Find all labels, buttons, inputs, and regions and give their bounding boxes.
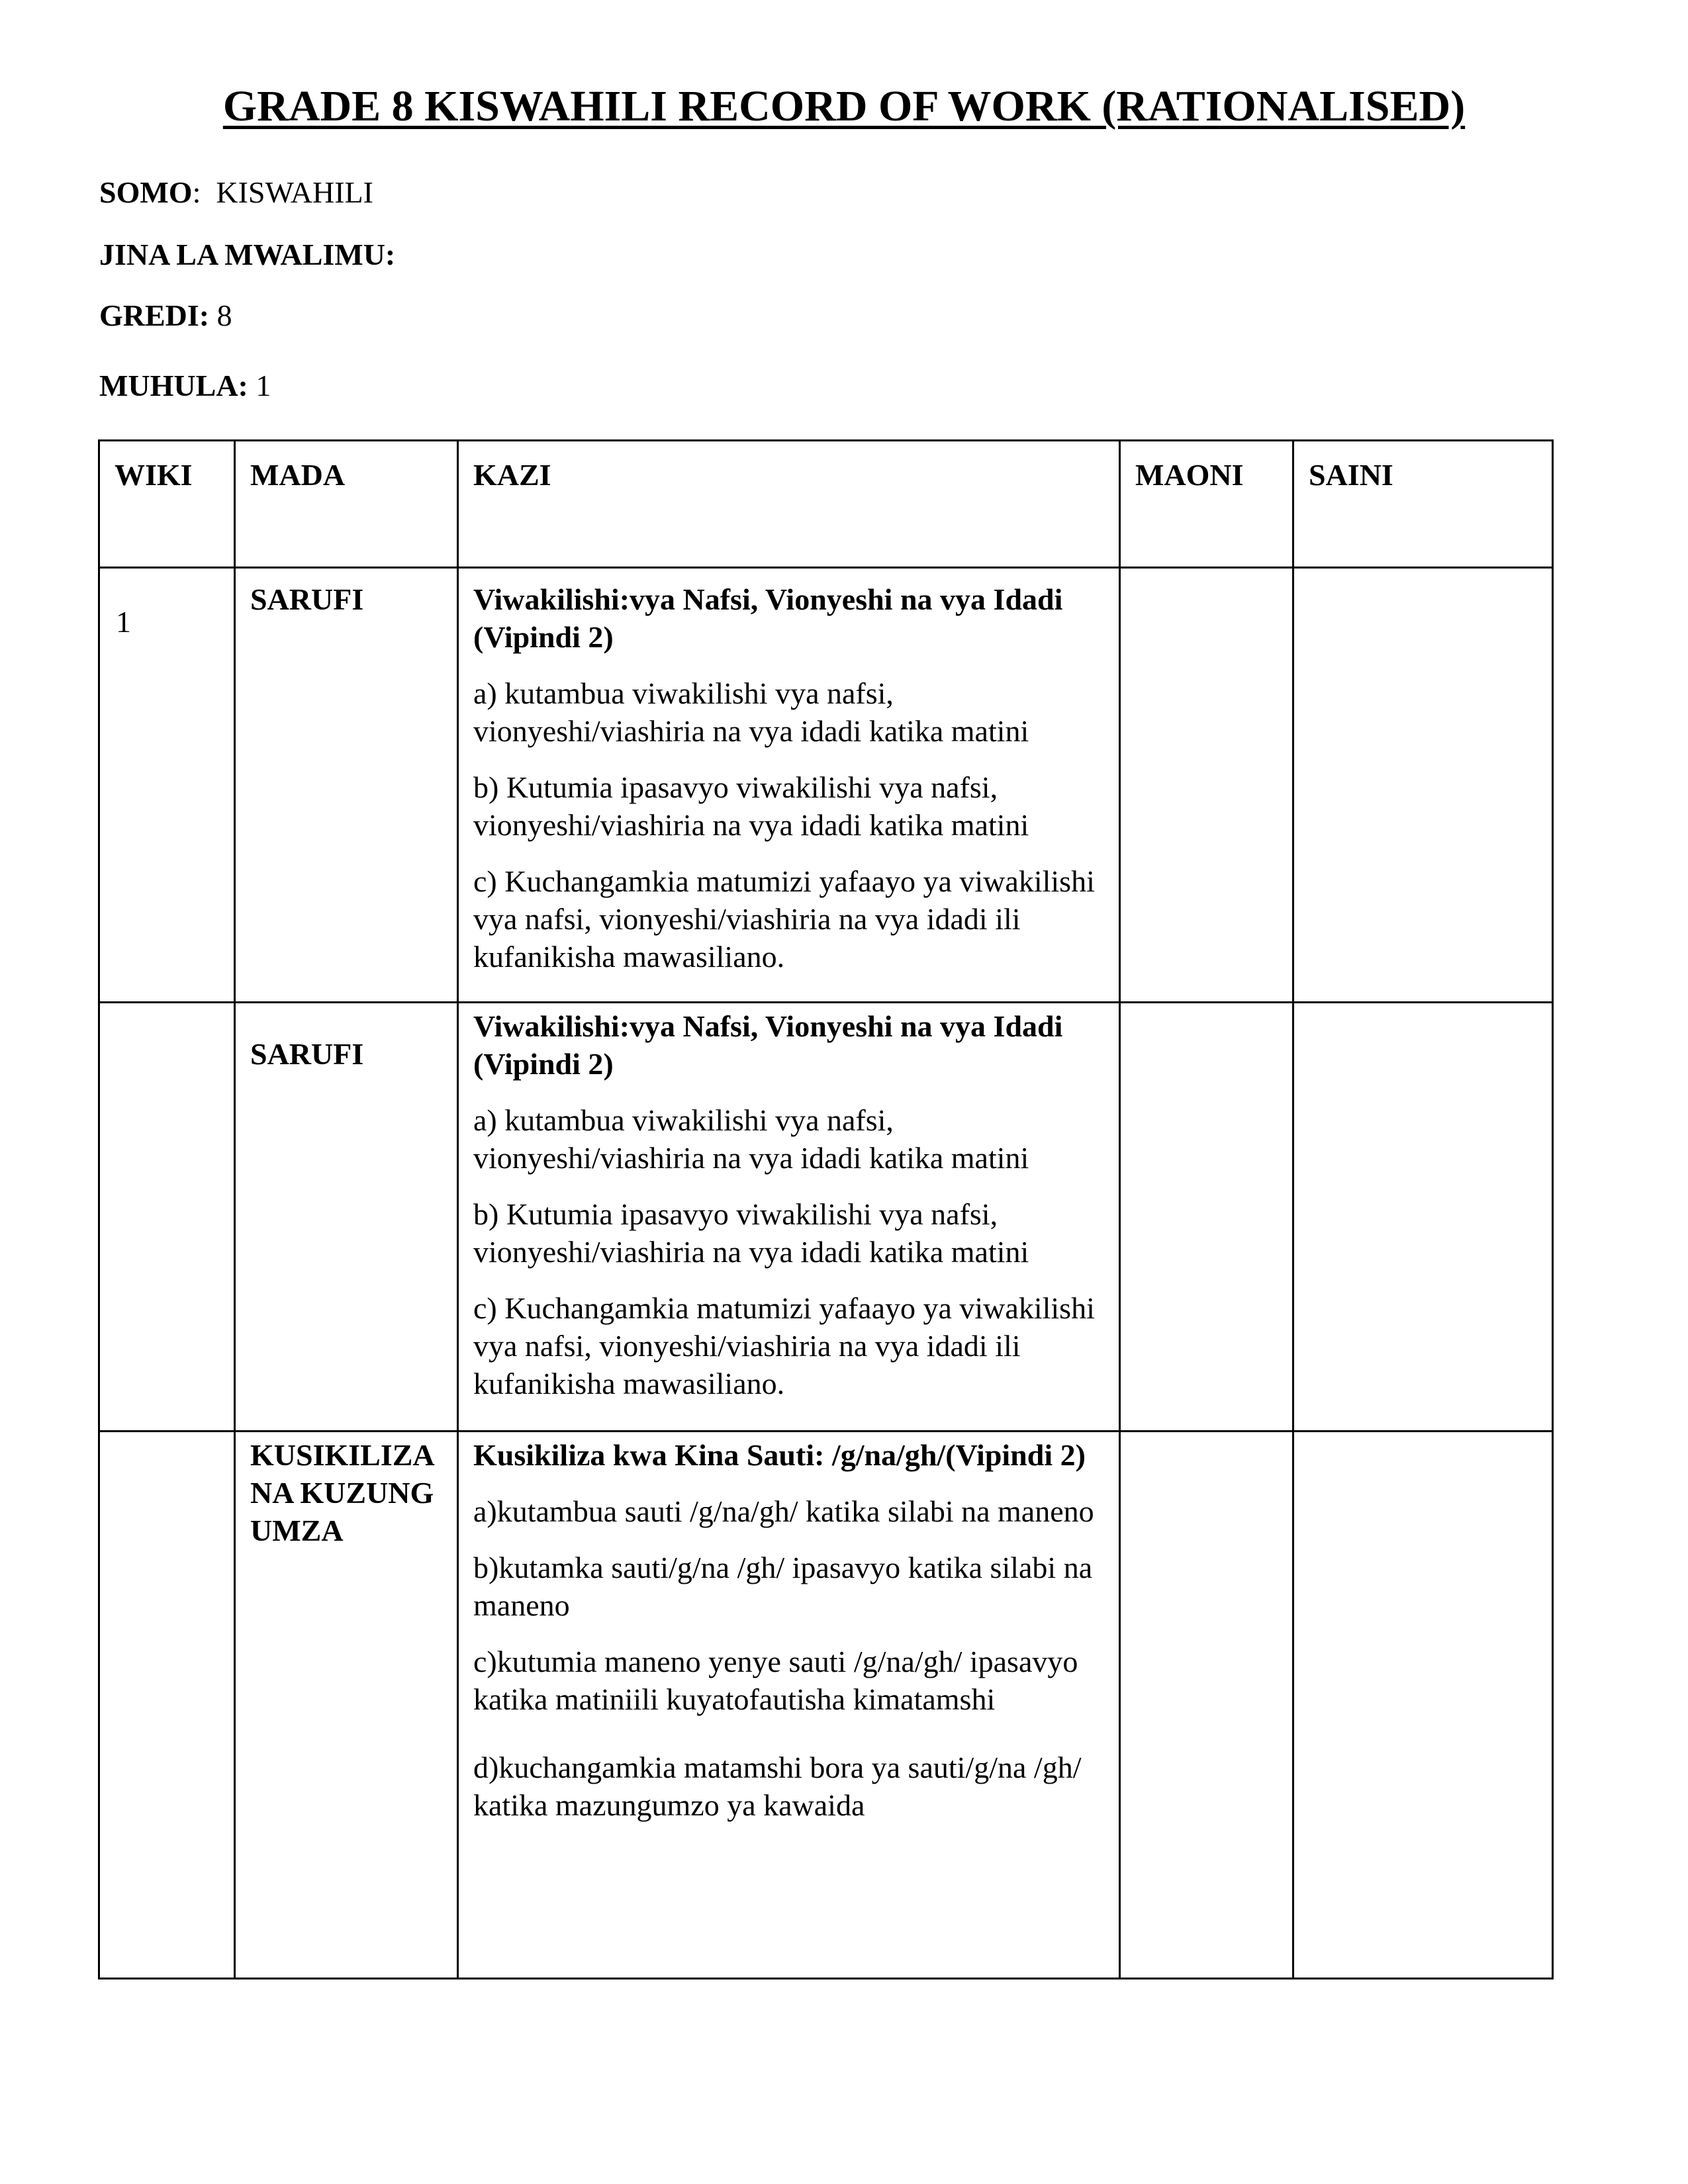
kazi-item: c) Kuchangamkia matumizi yafaayo ya viwakilishi vya nafsi, vionyeshi/viashiria na vya idadi ili kufanikisha mawasiliano. xyxy=(473,864,1095,974)
maoni-cell[interactable] xyxy=(1120,1003,1293,1432)
table-header-row xyxy=(99,441,1553,568)
teacher-label: JINA LA MWALIMU: xyxy=(99,238,396,271)
wiki-cell xyxy=(99,1432,235,1979)
table-row xyxy=(99,1432,1553,1979)
kazi-item: b) Kutumia ipasavyo viwakilishi vya nafsi, vionyeshi/viashiria na vya idadi katika matini xyxy=(473,770,1029,842)
kazi-heading: Viwakilishi:vya Nafsi, Vionyeshi na vya Idadi (Vipindi 2) xyxy=(473,582,1063,654)
kazi-item: a) kutambua viwakilishi vya nafsi, vionyeshi/viashiria na vya idadi katika matini xyxy=(473,676,1029,748)
term-line xyxy=(99,371,271,401)
kazi-cell xyxy=(458,568,1120,1003)
record-of-work-table xyxy=(98,439,1554,1979)
saini-cell[interactable] xyxy=(1293,1432,1553,1979)
kazi-heading: Kusikiliza kwa Kina Sauti: /g/na/gh/(Vipindi 2) xyxy=(473,1438,1086,1472)
kazi-item: b) Kutumia ipasavyo viwakilishi vya nafsi, vionyeshi/viashiria na vya idadi katika matini xyxy=(473,1197,1029,1269)
header-saini: SAINI xyxy=(1293,441,1553,568)
kazi-item: a)kutambua sauti /g/na/gh/ katika silabi na maneno xyxy=(473,1494,1094,1528)
grade-line xyxy=(99,300,232,331)
kazi-item: c)kutumia maneno yenye sauti /g/na/gh/ ipasavyo katika matiniili kuyatofautisha kimatamshi xyxy=(473,1645,1078,1716)
page-title: GRADE 8 KISWAHILI RECORD OF WORK (RATIONALISED) xyxy=(222,82,1466,130)
grade-value: 8 xyxy=(216,298,232,332)
mada-cell: SARUFI xyxy=(235,568,458,1003)
maoni-cell[interactable] xyxy=(1120,568,1293,1003)
table-row xyxy=(99,568,1553,1003)
subject-line: SOMO: KISWAHILI xyxy=(99,175,373,209)
saini-cell[interactable] xyxy=(1293,568,1553,1003)
header-kazi: KAZI xyxy=(458,441,1120,568)
header-wiki: WIKI xyxy=(99,441,235,568)
subject-label: SOMO xyxy=(99,175,193,209)
maoni-cell[interactable] xyxy=(1120,1432,1293,1979)
wiki-cell: 1 xyxy=(99,568,235,1003)
kazi-item: d)kuchangamkia matamshi bora ya sauti/g/na /gh/ katika mazungumzo ya kawaida xyxy=(473,1751,1082,1822)
kazi-cell xyxy=(458,1432,1120,1979)
header-maoni: MAONI xyxy=(1120,441,1293,568)
kazi-heading: Viwakilishi:vya Nafsi, Vionyeshi na vya Idadi (Vipindi 2) xyxy=(473,1009,1063,1081)
grade-label: GREDI: xyxy=(99,298,210,332)
term-value: 1 xyxy=(256,369,271,402)
mada-cell: KUSIKILIZA NA KUZUNGUMZA xyxy=(235,1432,458,1979)
kazi-item: b)kutamka sauti/g/na /gh/ ipasavyo katika silabi na maneno xyxy=(473,1551,1093,1622)
wiki-cell xyxy=(99,1003,235,1432)
table-row xyxy=(99,1003,1553,1432)
kazi-item: c) Kuchangamkia matumizi yafaayo ya viwakilishi vya nafsi, vionyeshi/viashiria na vya idadi ili kufanikisha mawasiliano. xyxy=(473,1291,1095,1400)
subject-value: KISWAHILI xyxy=(216,175,373,209)
saini-cell[interactable] xyxy=(1293,1003,1553,1432)
term-label: MUHULA: xyxy=(99,369,248,402)
kazi-cell xyxy=(458,1003,1120,1432)
header-mada: MADA xyxy=(235,441,458,568)
teacher-line xyxy=(99,240,395,270)
mada-cell: SARUFI xyxy=(235,1003,458,1432)
kazi-item: a) kutambua viwakilishi vya nafsi, vionyeshi/viashiria na vya idadi katika matini xyxy=(473,1103,1029,1175)
